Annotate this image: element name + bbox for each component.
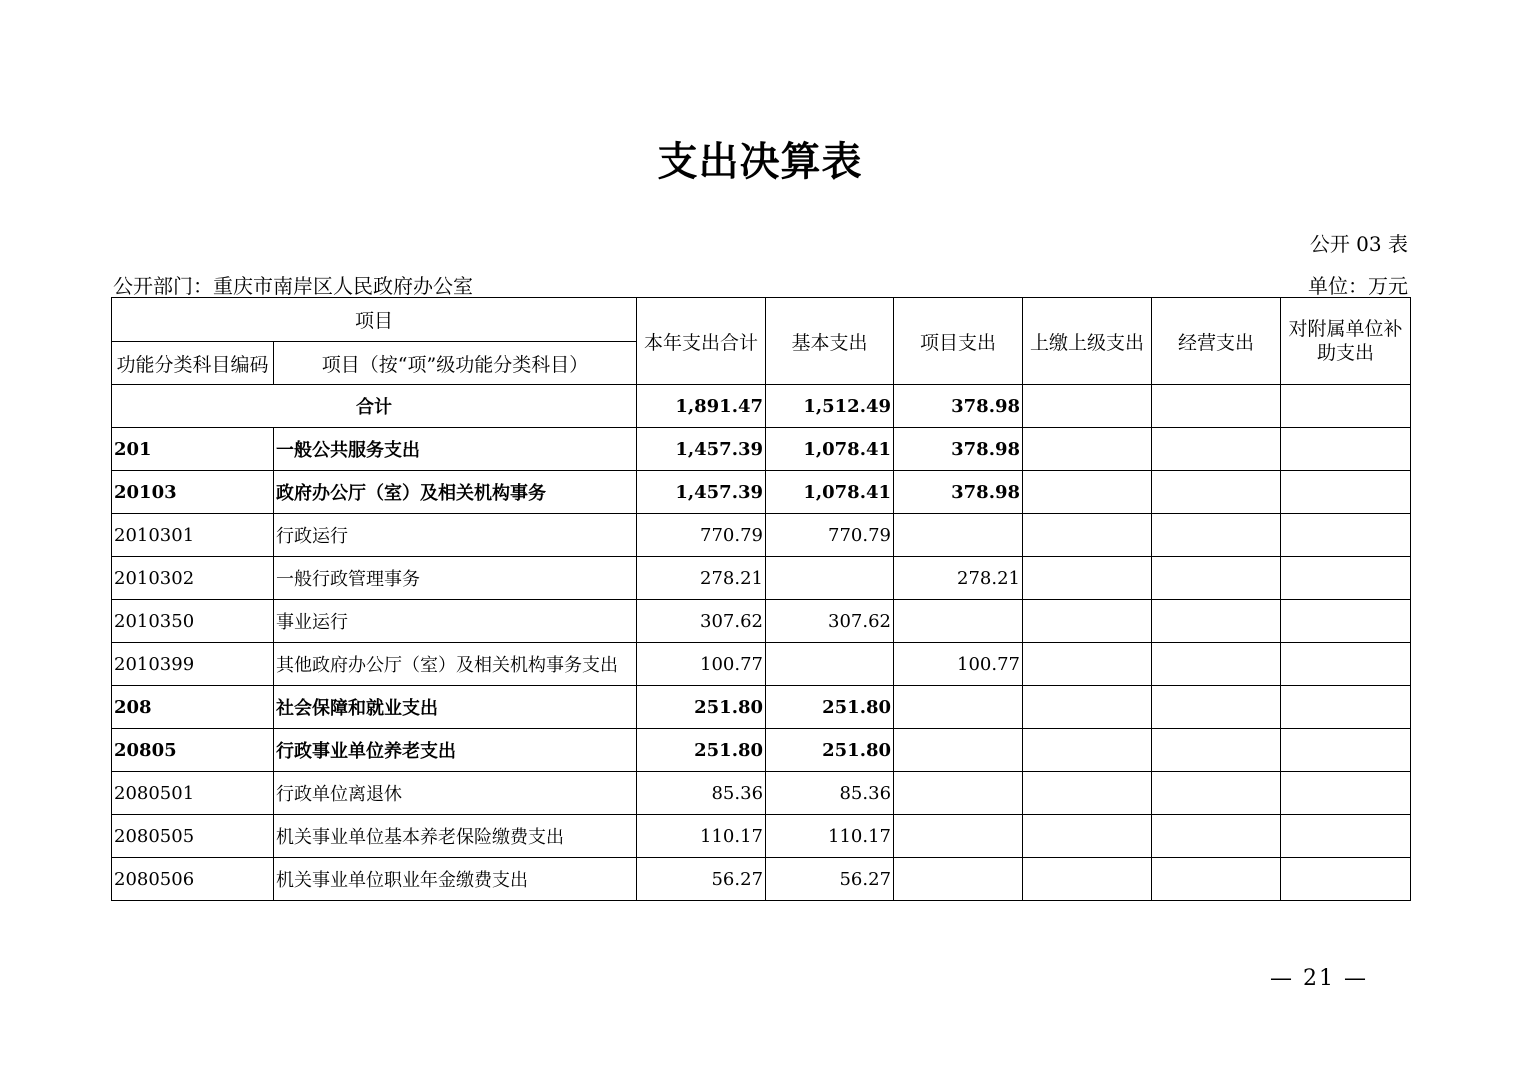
cell-total: 251.80 [637, 686, 766, 729]
cell-basic: 1,078.41 [766, 471, 894, 514]
cell-code: 2010350 [112, 600, 274, 643]
header-total: 本年支出合计 [637, 298, 766, 385]
table-row [112, 858, 1411, 901]
table-row [112, 428, 1411, 471]
total-basic: 1,512.49 [766, 385, 894, 428]
total-label: 合计 [112, 385, 637, 428]
expenditure-table [111, 297, 1411, 901]
total-subsidiary [1281, 385, 1411, 428]
cell-total: 110.17 [637, 815, 766, 858]
cell-code: 2010302 [112, 557, 274, 600]
cell-name: 一般公共服务支出 [274, 428, 637, 471]
table-row [112, 557, 1411, 600]
cell-code: 2080501 [112, 772, 274, 815]
table-row [112, 729, 1411, 772]
cell-business [1152, 643, 1281, 686]
cell-basic [766, 557, 894, 600]
header-code: 功能分类科目编码 [112, 342, 274, 385]
cell-name: 机关事业单位基本养老保险缴费支出 [274, 815, 637, 858]
cell-name: 机关事业单位职业年金缴费支出 [274, 858, 637, 901]
total-upper [1023, 385, 1152, 428]
cell-name: 政府办公厅（室）及相关机构事务 [274, 471, 637, 514]
cell-name: 行政事业单位养老支出 [274, 729, 637, 772]
total-total: 1,891.47 [637, 385, 766, 428]
cell-project [894, 686, 1023, 729]
cell-upper [1023, 772, 1152, 815]
cell-basic: 1,078.41 [766, 428, 894, 471]
cell-project: 378.98 [894, 428, 1023, 471]
cell-total: 100.77 [637, 643, 766, 686]
cell-business [1152, 729, 1281, 772]
cell-upper [1023, 514, 1152, 557]
cell-basic: 770.79 [766, 514, 894, 557]
cell-subsidiary [1281, 471, 1411, 514]
unit-label: 单位：万元 [1308, 274, 1408, 298]
cell-code: 2010399 [112, 643, 274, 686]
cell-code: 201 [112, 428, 274, 471]
cell-business [1152, 815, 1281, 858]
cell-code: 208 [112, 686, 274, 729]
cell-subsidiary [1281, 729, 1411, 772]
cell-name: 事业运行 [274, 600, 637, 643]
cell-business [1152, 471, 1281, 514]
cell-subsidiary [1281, 643, 1411, 686]
cell-subsidiary [1281, 600, 1411, 643]
cell-basic: 56.27 [766, 858, 894, 901]
cell-business [1152, 557, 1281, 600]
cell-project [894, 729, 1023, 772]
cell-project: 278.21 [894, 557, 1023, 600]
table-row [112, 686, 1411, 729]
cell-upper [1023, 643, 1152, 686]
header-upper: 上缴上级支出 [1023, 298, 1152, 385]
cell-project [894, 600, 1023, 643]
table-row [112, 772, 1411, 815]
cell-upper [1023, 815, 1152, 858]
cell-subsidiary [1281, 557, 1411, 600]
cell-subsidiary [1281, 815, 1411, 858]
cell-business [1152, 600, 1281, 643]
cell-basic: 307.62 [766, 600, 894, 643]
cell-name: 行政单位离退休 [274, 772, 637, 815]
header-item-name: 项目（按“项”级功能分类科目） [274, 342, 637, 385]
cell-code: 20805 [112, 729, 274, 772]
cell-name: 其他政府办公厅（室）及相关机构事务支出 [274, 643, 637, 686]
cell-upper [1023, 557, 1152, 600]
cell-upper [1023, 428, 1152, 471]
cell-code: 2080505 [112, 815, 274, 858]
cell-business [1152, 428, 1281, 471]
cell-business [1152, 772, 1281, 815]
cell-total: 770.79 [637, 514, 766, 557]
cell-project [894, 514, 1023, 557]
cell-project [894, 815, 1023, 858]
header-project: 项目支出 [894, 298, 1023, 385]
cell-subsidiary [1281, 428, 1411, 471]
total-row [112, 385, 1411, 428]
total-project: 378.98 [894, 385, 1023, 428]
cell-project: 378.98 [894, 471, 1023, 514]
cell-code: 2080506 [112, 858, 274, 901]
table-row [112, 471, 1411, 514]
page-number: — 21 — [1270, 966, 1368, 991]
cell-upper [1023, 471, 1152, 514]
cell-code: 20103 [112, 471, 274, 514]
total-business [1152, 385, 1281, 428]
cell-upper [1023, 858, 1152, 901]
cell-subsidiary [1281, 772, 1411, 815]
cell-business [1152, 514, 1281, 557]
cell-total: 85.36 [637, 772, 766, 815]
cell-basic: 251.80 [766, 686, 894, 729]
table-row [112, 514, 1411, 557]
table-row [112, 815, 1411, 858]
cell-code: 2010301 [112, 514, 274, 557]
cell-name: 一般行政管理事务 [274, 557, 637, 600]
cell-total: 1,457.39 [637, 428, 766, 471]
cell-project [894, 772, 1023, 815]
header-row-1 [112, 298, 1411, 342]
cell-basic: 251.80 [766, 729, 894, 772]
table-number: 公开 03 表 [1309, 232, 1408, 256]
department-label: 公开部门：重庆市南岸区人民政府办公室 [113, 274, 473, 298]
cell-total: 1,457.39 [637, 471, 766, 514]
cell-project [894, 858, 1023, 901]
cell-total: 251.80 [637, 729, 766, 772]
header-basic: 基本支出 [766, 298, 894, 385]
cell-project: 100.77 [894, 643, 1023, 686]
cell-upper [1023, 729, 1152, 772]
cell-name: 行政运行 [274, 514, 637, 557]
cell-total: 307.62 [637, 600, 766, 643]
cell-upper [1023, 600, 1152, 643]
header-subsidiary: 对附属单位补助支出 [1281, 298, 1411, 385]
table-row [112, 600, 1411, 643]
cell-name: 社会保障和就业支出 [274, 686, 637, 729]
page-title: 支出决算表 [657, 138, 863, 185]
header-item-group: 项目 [112, 298, 637, 342]
header-business: 经营支出 [1152, 298, 1281, 385]
cell-basic: 110.17 [766, 815, 894, 858]
table-row [112, 643, 1411, 686]
cell-upper [1023, 686, 1152, 729]
cell-subsidiary [1281, 514, 1411, 557]
cell-basic: 85.36 [766, 772, 894, 815]
cell-subsidiary [1281, 858, 1411, 901]
cell-business [1152, 686, 1281, 729]
cell-total: 278.21 [637, 557, 766, 600]
cell-subsidiary [1281, 686, 1411, 729]
cell-business [1152, 858, 1281, 901]
cell-basic [766, 643, 894, 686]
cell-total: 56.27 [637, 858, 766, 901]
